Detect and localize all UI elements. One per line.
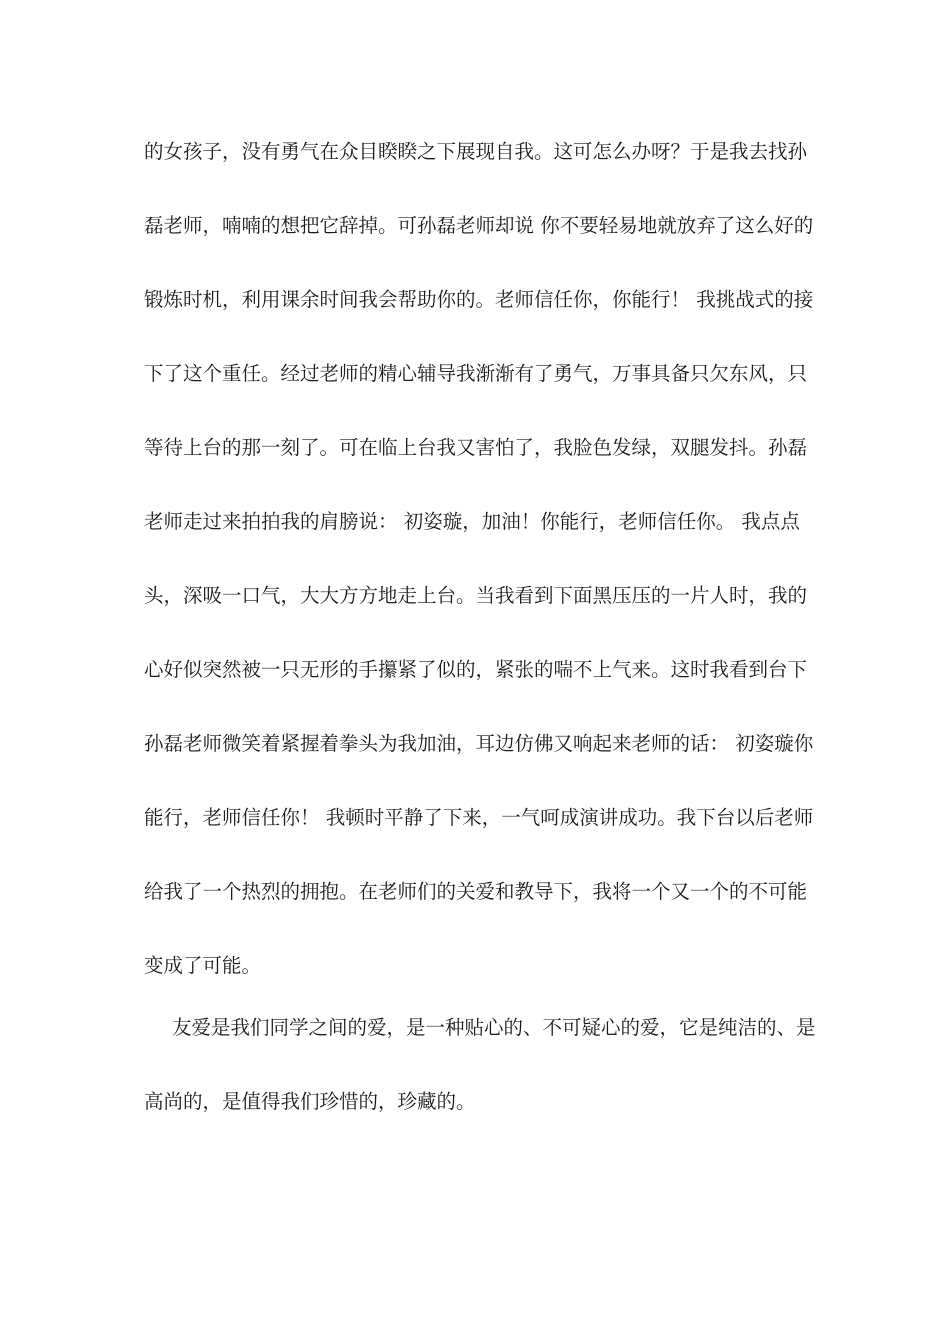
paragraph-friendship bbox=[144, 1008, 844, 1156]
text-line: 老师走过来拍拍我的肩膀说： 初姿璇，加油！你能行，老师信任你。 我点点 bbox=[144, 510, 800, 533]
text-line: 心好似突然被一只无形的手攥紧了似的，紧张的喘不上气来。这时我看到台下 bbox=[144, 658, 808, 681]
text-line: 友爱是我们同学之间的爱，是一种贴心的、不可疑心的爱，它是纯洁的、是 bbox=[172, 1016, 816, 1039]
text-line: 的女孩子，没有勇气在众目睽睽之下展现自我。这可怎么办呀？于是我去找孙 bbox=[144, 140, 808, 163]
text-line: 高尚的，是值得我们珍惜的，珍藏的。 bbox=[144, 1090, 476, 1113]
text-line: 变成了可能。 bbox=[144, 954, 262, 977]
text-line: 给我了一个热烈的拥抱。在老师们的关爱和教导下，我将一个又一个的不可能 bbox=[144, 880, 808, 903]
text-line: 磊老师，喃喃的想把它辞掉。可孙磊老师却说 你不要轻易地就放弃了这么好的 bbox=[144, 214, 814, 237]
paragraph-teacher-story bbox=[144, 132, 844, 1008]
text-line: 头，深吸一口气，大大方方地走上台。当我看到下面黑压压的一片人时，我的 bbox=[144, 584, 808, 607]
text-line: 能行，老师信任你！ 我顿时平静了下来，一气呵成演讲成功。我下台以后老师 bbox=[144, 806, 814, 829]
document-body bbox=[144, 132, 844, 1156]
text-line: 下了这个重任。经过老师的精心辅导我渐渐有了勇气，万事具备只欠东风，只 bbox=[144, 362, 808, 385]
text-line: 等待上台的那一刻了。可在临上台我又害怕了，我脸色发绿，双腿发抖。孙磊 bbox=[144, 436, 808, 459]
text-line: 孙磊老师微笑着紧握着拳头为我加油，耳边仿佛又响起来老师的话： 初姿璇你 bbox=[144, 732, 814, 755]
text-line: 锻炼时机，利用课余时间我会帮助你的。老师信任你，你能行！ 我挑战式的接 bbox=[144, 288, 814, 311]
